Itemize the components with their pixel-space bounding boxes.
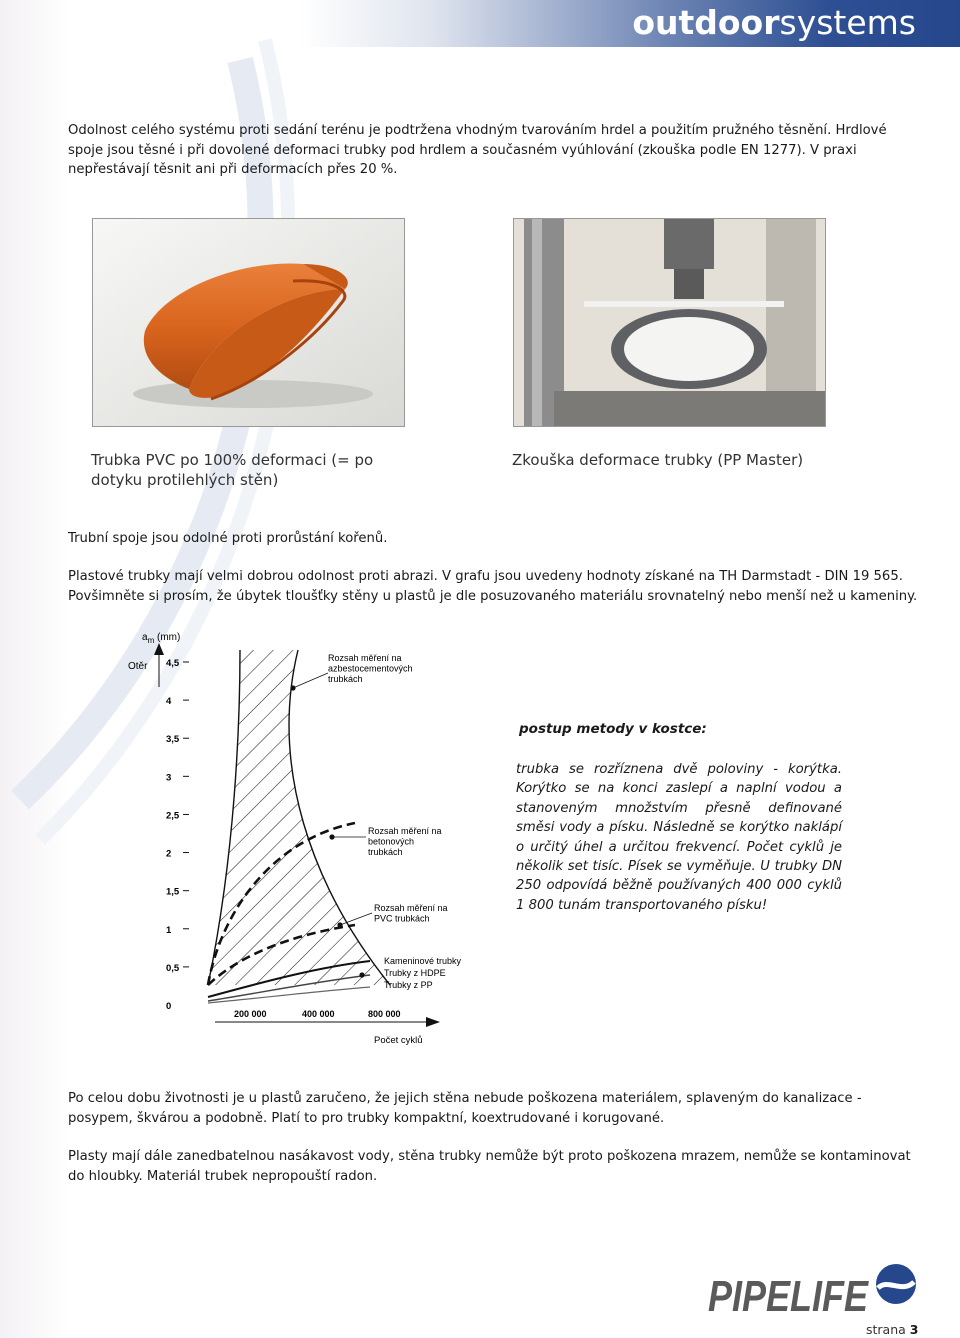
left-photo-caption: Trubka PVC po 100% deformaci (= po dotyku protilehlých stěn) <box>91 451 374 489</box>
x-tick-label: 200 000 <box>234 1009 267 1019</box>
pipelife-logo <box>706 1258 918 1318</box>
test-press-illustration <box>514 219 825 426</box>
y-tick-label: 3 <box>166 772 172 784</box>
water-paragraph: Plasty mají dále zanedbatelnou nasákavost vody, stěna trubky nemůže být proto poškozena mrazem, nemůže se kontaminovat do hloubky. Materiál trubek nepropouští radon. <box>68 1149 911 1184</box>
photo-deformation-test <box>513 218 826 427</box>
y-axis-arrowhead <box>154 643 164 655</box>
y-tick-label: 1 <box>166 924 172 936</box>
page-number: strana 3 <box>866 1322 919 1337</box>
header-bar <box>300 0 960 47</box>
intro-paragraph: Odolnost celého systému proti sedání terénu je podtržena vhodným tvarováním hrdel a použitím pružného těsnění. Hrdlové spoje jsou těsné i při dovolené deformaci trubky pod hrdlem a současném vyúhlování (zkouška podle EN 1277). V praxi nepřestávají těsnit ani při deformacích přes 20 %. <box>68 123 887 177</box>
legend-entry: Trubky z PP <box>384 980 433 990</box>
y-tick-label: 2,5 <box>166 810 180 822</box>
asbestos-annotation-leader <box>293 673 328 688</box>
y-tick-label: 3,5 <box>166 734 180 746</box>
x-tick-label: 400 000 <box>302 1009 335 1019</box>
y-tick-label: 0 <box>166 1001 172 1012</box>
pipelife-logo-text: PIPELIFE <box>708 1272 870 1318</box>
legend-entry: Kameninové trubky <box>384 956 462 966</box>
chart-annotation: Rozsah měření na betonových trubkách <box>368 826 442 857</box>
y-axis-label: $a_m$ (mm) <box>142 632 181 645</box>
page-left-fade <box>0 0 70 1338</box>
legend-annotation-dot <box>359 972 364 977</box>
right-photo-caption: Zkouška deformace trubky (PP Master) <box>512 451 804 469</box>
brand-title: outdoorsystems <box>632 3 916 42</box>
y-tick-label: 4,5 <box>166 658 180 669</box>
photo-deformed-pvc-pipe <box>92 218 405 427</box>
method-title: postup metody v kostce: <box>519 721 707 737</box>
asbestos-range-region <box>208 650 390 985</box>
x-axis-label: Počet cyklů <box>374 1035 423 1046</box>
x-axis-arrowhead <box>426 1017 440 1027</box>
y-tick-label: 0,5 <box>166 962 180 974</box>
method-text: trubka se rozříznena dvě poloviny - korýtka. Korýtko se na konci zaslepí a naplní vodou a stanoveným množstvím přesně definované směsi vody a písku. Následně se korýtko naklápí o určitý úhel a určitou frekvencí. Počet cyklů je několik set tisíc. Písek se vyměňuje. U trubky DN 250 odpovídá běžně používaných 400 000 cyklů 1 800 tunám transportovaného písku! <box>516 762 842 913</box>
x-tick-label: 800 000 <box>368 1009 401 1019</box>
y-tick-label: 4 <box>166 696 172 708</box>
chart-annotation: Rozsah měření na PVC trubkách <box>374 903 448 924</box>
abrasion-paragraph: Plastové trubky mají velmi dobrou odolnost proti abrazi. V grafu jsou uvedeny hodnoty získané na TH Darmstadt - DIN 19 565. Povšimněte si prosím, že úbytek tloušťky stěny u plastů je dle posuzovaného materiálu srovnatelný nebo menší než u kameniny. <box>68 569 918 604</box>
deformed-pipe-illustration <box>93 219 404 426</box>
y-axis-side-label: Otěr <box>128 661 148 672</box>
legend-entry: Trubky z HDPE <box>384 968 446 978</box>
life-paragraph: Po celou dobu životnosti je u plastů zaručeno, že jejich stěna nebude poškozena materiálem, splaveným do kanalizace - posypem, škvárou a podobně. Platí to pro trubky kompaktní, koextrudované i korugované. <box>68 1091 862 1126</box>
y-tick-label: 2 <box>166 848 172 860</box>
chart-annotation: Rozsah měření na azbestocementových trubkách <box>328 653 413 684</box>
roots-paragraph: Trubní spoje jsou odolné proti prorůstání kořenů. <box>68 531 388 546</box>
abrasion-chart <box>100 625 500 1055</box>
y-tick-label: 1,5 <box>166 886 180 898</box>
